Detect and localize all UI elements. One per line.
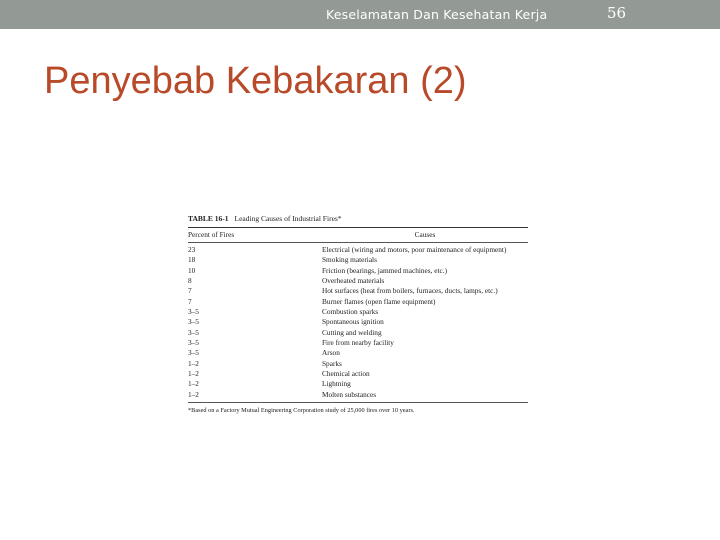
percent-cell: 3–5 [188,327,199,337]
percent-cell: 18 [188,255,196,265]
cause-cell: Cutting and welding [322,327,382,337]
table-row [188,297,528,307]
table-row [188,390,528,400]
percent-cell: 1–2 [188,379,199,389]
cause-cell: Lightning [322,379,351,389]
cause-cell: Smoking materials [322,255,377,265]
page-number: 56 [607,4,627,22]
table-row [188,328,528,338]
table-row [188,276,528,286]
cause-cell: Combustion sparks [322,307,379,317]
percent-cell: 8 [188,276,192,286]
cause-cell: Sparks [322,358,342,368]
table-row [188,286,528,296]
percent-cell: 7 [188,286,192,296]
table-row [188,255,528,265]
table-row [188,379,528,389]
cause-cell: Overheated materials [322,276,385,286]
table-bottom-rule [188,402,528,403]
percent-cell: 23 [188,245,196,254]
column-header-percent: Percent of Fires [188,230,235,239]
cause-cell: Burner flames (open flame equipment) [322,296,436,306]
table-footnote: *Based on a Factory Mutual Engineering Corporation study of 25,000 fires over 10 years. [188,407,415,415]
cause-cell: Molten substances [322,389,377,399]
table-label: TABLE 16-1 [188,214,229,223]
percent-cell: 10 [188,265,196,275]
table-row [188,348,528,358]
percent-cell: 1–2 [188,358,199,368]
column-header-causes: Causes [414,230,436,239]
percent-cell: 3–5 [188,317,199,327]
table-caption [188,213,528,227]
table-row [188,266,528,276]
cause-cell: Fire from nearby facility [322,338,394,348]
percent-cell: 3–5 [188,307,199,317]
cause-cell: Friction (bearings, jammed machines, etc.) [322,265,448,275]
percent-cell: 7 [188,296,192,306]
table-header-row [188,228,528,242]
percent-cell: 1–2 [188,369,199,379]
table-row [188,245,528,255]
percent-cell: 3–5 [188,348,199,358]
table-body [188,243,528,400]
table-row [188,338,528,348]
percent-cell: 3–5 [188,338,199,348]
cause-cell: Arson [322,348,340,358]
cause-cell: Chemical action [322,369,370,379]
cause-cell: Spontaneous ignition [322,317,384,327]
header-bar [0,0,720,29]
percent-cell: 1–2 [188,389,199,399]
cause-cell: Hot surfaces (heat from boilers, furnaces, ducts, lamps, etc.) [322,286,498,296]
slide-title: Penyebab Kebakaran (2) [44,60,467,102]
table-row [188,307,528,317]
table-row [188,317,528,327]
header-title: Keselamatan Dan Kesehatan Kerja [326,7,548,22]
table-row [188,359,528,369]
cause-cell: Electrical (wiring and motors, poor maintenance of equipment) [322,245,507,254]
table-row [188,369,528,379]
table-caption-text: Leading Causes of Industrial Fires* [234,214,342,223]
fire-causes-table [188,213,528,414]
